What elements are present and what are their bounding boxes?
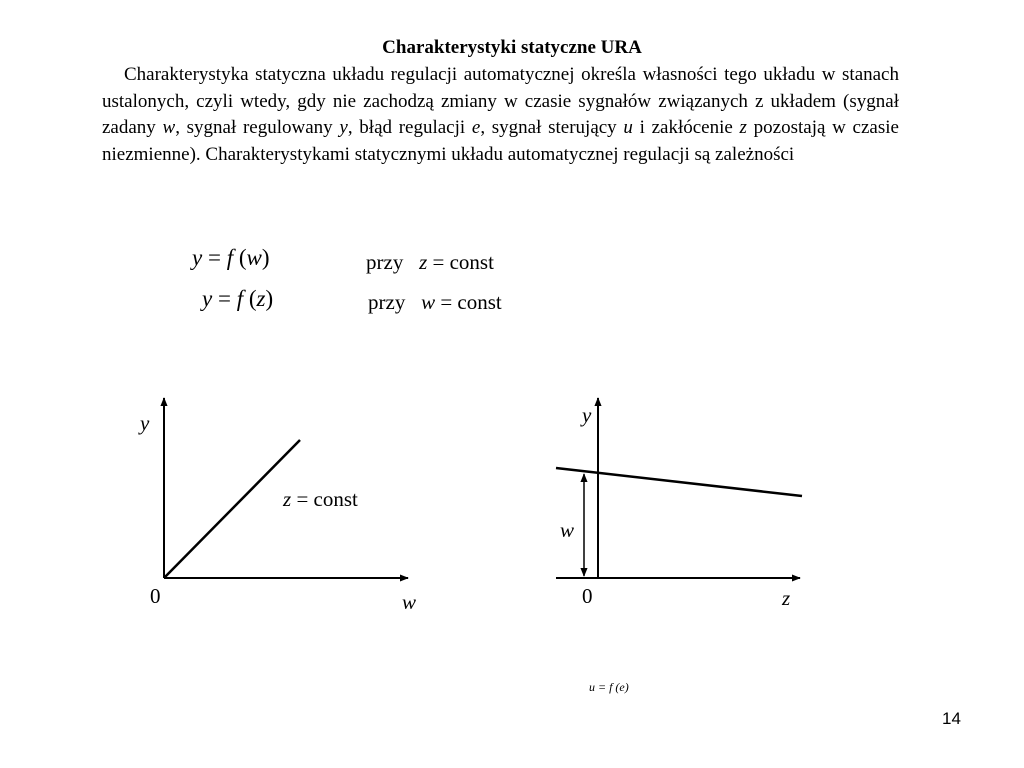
condition-z-const: przy z = const (366, 250, 494, 274)
var-u: u (623, 117, 633, 138)
right-x-axis-label: z (782, 586, 791, 610)
paragraph-text-3: , błąd regulacji (347, 117, 472, 138)
var-w: w (162, 117, 176, 138)
left-origin-label: 0 (150, 584, 161, 608)
paragraph-text-1: Charakterystyka statyczna układu regulacji automatycznej określa własności tego układu w stanach ustalonych, czyli wtedy, gdy nie zachodzą zmiany w czasie sygnałów związanych z układem (sygnał zadany (102, 64, 899, 138)
var-y: y (339, 117, 348, 138)
page-number: 14 (942, 709, 961, 728)
left-characteristic-line (164, 440, 300, 578)
left-annotation-z-const: z = const (283, 487, 358, 511)
right-origin-label: 0 (582, 584, 593, 608)
equation-y-f-z: y = f (z) (202, 286, 274, 311)
bottom-equation-u-f-e: u = f (e) (589, 680, 629, 694)
slide-title: Charakterystyki statyczne URA (382, 37, 642, 58)
left-x-axis-label: w (402, 590, 417, 614)
paragraph-text-4: , sygnał sterujący (480, 117, 624, 138)
right-characteristic-line (556, 468, 802, 496)
equation-y-f-w: y = f (w) (192, 245, 270, 270)
paragraph-text-2: , sygnał regulowany (175, 117, 340, 138)
right-y-axis-label: y (582, 403, 592, 427)
var-e: e (471, 117, 481, 138)
condition-w-const: przy w = const (368, 290, 502, 314)
paragraph-text-5: i zakłócenie (632, 117, 740, 138)
right-graph (556, 398, 802, 578)
var-z: z (739, 117, 747, 138)
right-w-dimension-label: w (560, 518, 575, 542)
left-y-axis-label: y (140, 411, 150, 435)
paragraph-text-6: pozostają w czasie niezmienne). Charakterystykami statycznymi układu automatycznej regulacji są zależności (102, 117, 899, 165)
